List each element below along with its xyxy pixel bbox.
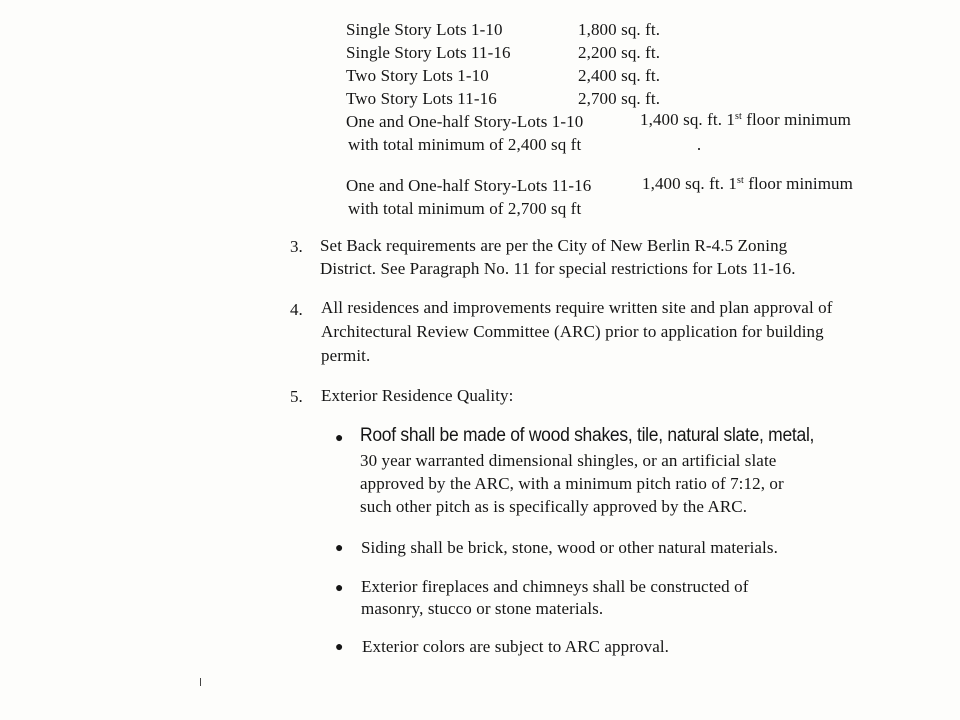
bullet-line: Siding shall be brick, stone, wood or other natural materials. (361, 538, 778, 557)
scan-artifact (200, 678, 201, 686)
bullet-line: Exterior fireplaces and chimneys shall be constructed of (361, 577, 749, 596)
lot-label: Single Story Lots 1-10 (346, 20, 503, 39)
item-line: Exterior Residence Quality: (321, 386, 514, 405)
item-number: 3. (290, 237, 303, 256)
lot-note: with total minimum of 2,700 sq ft (348, 199, 582, 218)
bullet-line: Roof shall be made of wood shakes, tile, natural slate, metal, (360, 425, 815, 446)
bullet-icon: ● (335, 431, 344, 446)
scan-artifact (698, 148, 700, 150)
lot-area: 1,400 sq. ft. 1st floor minimum (642, 174, 853, 193)
lot-area: 2,700 sq. ft. (578, 89, 661, 108)
bullet-icon: ● (335, 541, 344, 556)
lot-label: One and One-half Story-Lots 11-16 (346, 176, 592, 195)
item-line: District. See Paragraph No. 11 for special restrictions for Lots 11-16. (320, 259, 796, 278)
item-line: permit. (321, 346, 371, 365)
lot-area: 2,400 sq. ft. (578, 66, 661, 85)
item-line: Architectural Review Committee (ARC) prior to application for building (321, 322, 824, 341)
lot-area: 1,400 sq. ft. 1st floor minimum (640, 110, 851, 129)
lot-note: with total minimum of 2,400 sq ft (348, 135, 582, 154)
lot-area: 1,800 sq. ft. (578, 20, 661, 39)
bullet-icon: ● (335, 640, 344, 655)
bullet-line: 30 year warranted dimensional shingles, or an artificial slate (360, 451, 777, 470)
item-line: All residences and improvements require written site and plan approval of (321, 298, 833, 317)
lot-label: Single Story Lots 11-16 (346, 43, 511, 62)
lot-area: 2,200 sq. ft. (578, 43, 661, 62)
item-line: Set Back requirements are per the City of New Berlin R-4.5 Zoning (320, 236, 788, 255)
item-number: 4. (290, 300, 303, 319)
bullet-line: such other pitch as is specifically approved by the ARC. (360, 497, 748, 516)
item-number: 5. (290, 387, 303, 406)
lot-label: Two Story Lots 1-10 (346, 66, 489, 85)
lot-label: Two Story Lots 11-16 (346, 89, 497, 108)
bullet-line: approved by the ARC, with a minimum pitch ratio of 7:12, or (360, 474, 784, 493)
bullet-line: Exterior colors are subject to ARC approval. (362, 637, 670, 656)
lot-label: One and One-half Story-Lots 1-10 (346, 112, 584, 131)
bullet-line: masonry, stucco or stone materials. (361, 599, 604, 618)
bullet-icon: ● (335, 581, 344, 596)
